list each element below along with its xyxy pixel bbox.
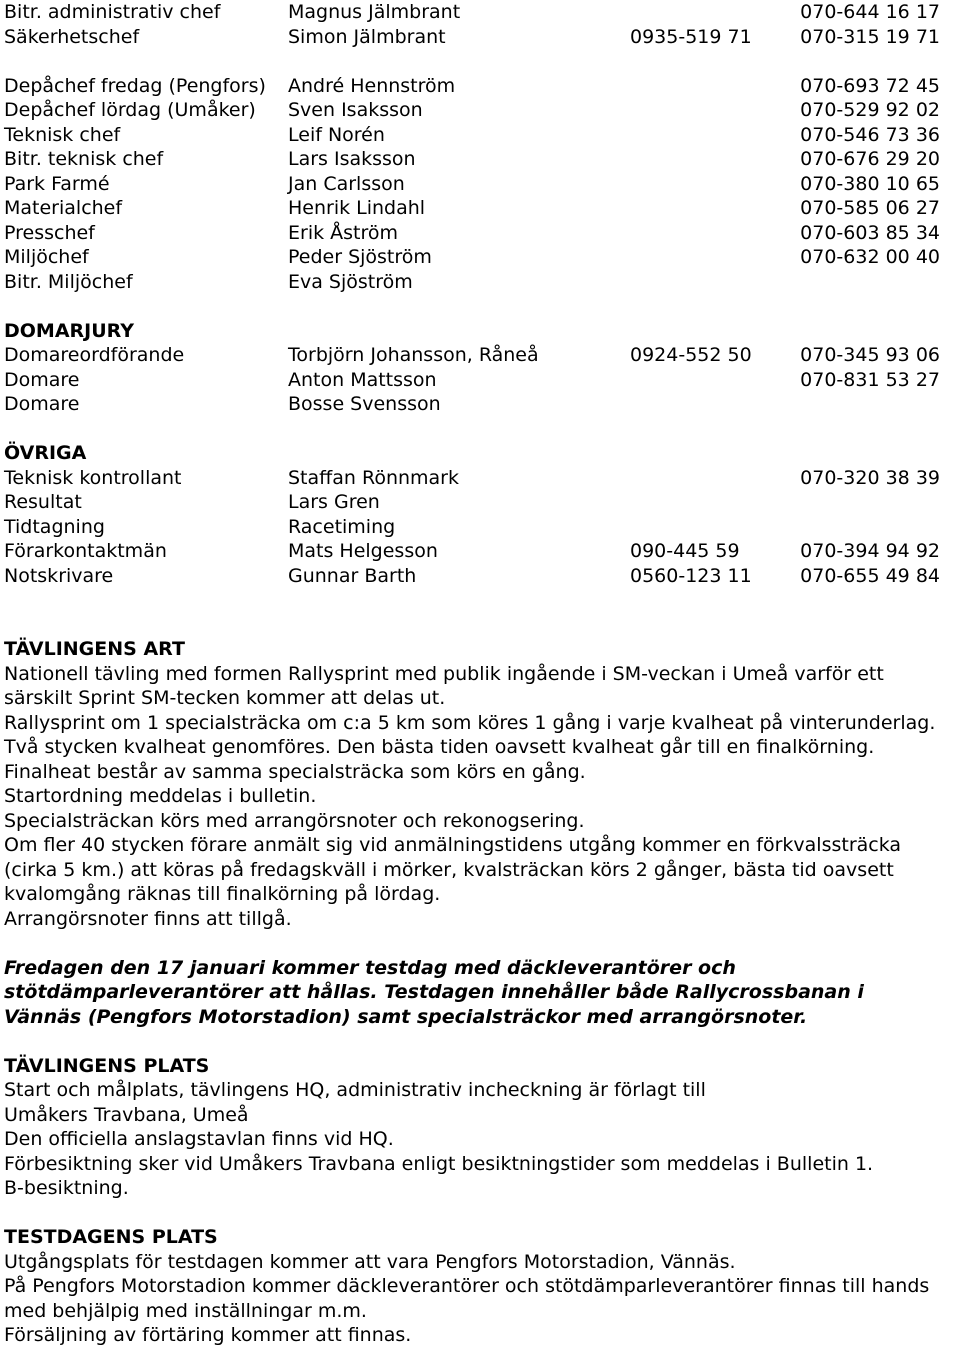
mobile-cell: 070-394 94 92 xyxy=(800,540,940,562)
name-cell: Magnus Jälmbrant xyxy=(288,1,461,23)
paragraph: Finalheat består av samma specialsträcka som körs en gång. xyxy=(4,760,586,783)
phone-cell: 0560-123 11 xyxy=(630,564,752,587)
ovriga-list xyxy=(4,466,960,589)
contact-row xyxy=(4,25,960,50)
contact-row xyxy=(4,147,960,172)
paragraph: Försäljning av förtäring kommer att finnas. xyxy=(4,1324,412,1346)
paragraph: Startordning meddelas i bulletin. xyxy=(4,785,317,807)
paragraph: Arrangörsnoter finns att tillgå. xyxy=(4,907,292,930)
name-cell: Torbjörn Johansson, Råneå xyxy=(288,344,539,366)
mobile-cell: 070-320 38 39 xyxy=(800,466,940,489)
testdagens-plats-text xyxy=(4,1250,960,1348)
contact-row xyxy=(4,539,960,564)
mobile-cell: 070-693 72 45 xyxy=(800,74,940,97)
mobile-cell: 070-603 85 34 xyxy=(800,221,940,244)
contact-row xyxy=(4,98,960,123)
phone-cell: 0924-552 50 xyxy=(630,344,752,366)
role-cell: Park Farmé xyxy=(4,172,110,195)
paragraph: Nationell tävling med formen Rallysprint med publik ingående i SM-veckan i Umeå varför ett särskilt Sprint SM-tecken kommer att delas ut. xyxy=(4,662,884,709)
mobile-cell: 070-546 73 36 xyxy=(800,123,940,146)
staff-mid-list xyxy=(4,74,960,295)
role-cell: Förarkontaktmän xyxy=(4,540,167,562)
role-cell: Depåchef fredag (Pengfors) xyxy=(4,74,266,97)
paragraph: Specialsträckan körs med arrangörsnoter och rekonogsering. xyxy=(4,809,585,832)
name-cell: Erik Åström xyxy=(288,221,399,244)
role-cell: Materialchef xyxy=(4,197,123,219)
role-cell: Teknisk chef xyxy=(4,123,121,146)
role-cell: Domare xyxy=(4,368,80,391)
role-cell: Miljöchef xyxy=(4,246,89,268)
role-cell: Domareordförande xyxy=(4,344,185,366)
name-cell: Sven Isaksson xyxy=(288,99,423,121)
paragraph: Två stycken kvalheat genomföres. Den bästa tiden oavsett kvalheat går till en finalkörning. xyxy=(4,736,875,758)
contact-row xyxy=(4,392,960,417)
testdag-notice: Fredagen den 17 januari kommer testdag med däckleverantörer och stötdämparleverantörer att hållas. Testdagen innehåller både Rallycrossbanan i Vännäs (Pengfors Motorstadion) samt specialsträckor med arrangörsnoter. xyxy=(4,956,864,1028)
mobile-cell: 070-831 53 27 xyxy=(800,368,940,391)
contact-row xyxy=(4,123,960,148)
contact-row xyxy=(4,564,960,589)
name-cell: Simon Jälmbrant xyxy=(288,25,446,48)
contact-row xyxy=(4,466,960,491)
role-cell: Resultat xyxy=(4,491,82,513)
mobile-cell: 070-585 06 27 xyxy=(800,197,940,219)
name-cell: Mats Helgesson xyxy=(288,540,438,562)
staff-top-list xyxy=(4,0,960,49)
paragraph: Den officiella anslagstavlan finns vid HQ. xyxy=(4,1128,394,1150)
paragraph: B-besiktning. xyxy=(4,1177,129,1199)
paragraph: Förbesiktning sker vid Umåkers Travbana enligt besiktningstider som meddelas i Bulletin 1. xyxy=(4,1152,874,1175)
name-cell: André Hennström xyxy=(288,74,456,97)
role-cell: Bitr. teknisk chef xyxy=(4,148,164,170)
name-cell: Racetiming xyxy=(288,515,396,538)
name-cell: Lars Gren xyxy=(288,491,380,513)
mobile-cell: 070-676 29 20 xyxy=(800,148,940,170)
role-cell: Depåchef lördag (Umåker) xyxy=(4,99,256,121)
tavlingens-art-heading: TÄVLINGENS ART xyxy=(4,638,185,660)
name-cell: Anton Mattsson xyxy=(288,368,437,391)
role-cell: Notskrivare xyxy=(4,564,114,587)
paragraph: Om fler 40 stycken förare anmält sig vid anmälningstidens utgång kommer en förkvalssträcka (cirka 5 km.) att köras på fredagskväll i mörker, kvalsträckan körs 2 gånger, bästa tid oavsett kvalomgång räknas till finalkörning på lördag. xyxy=(4,834,902,905)
contact-row xyxy=(4,343,960,368)
contact-row xyxy=(4,368,960,393)
paragraph: Utgångsplats för testdagen kommer att vara Pengfors Motorstadion, Vännäs. xyxy=(4,1250,736,1273)
role-cell: Domare xyxy=(4,393,80,415)
name-cell: Staffan Rönnmark xyxy=(288,466,459,489)
phone-cell: 090-445 59 xyxy=(630,540,740,562)
domarjury-heading: DOMARJURY xyxy=(4,319,135,342)
tavlingens-plats-text xyxy=(4,1078,960,1201)
tavlingens-art-text xyxy=(4,662,960,932)
name-cell: Gunnar Barth xyxy=(288,564,417,587)
phone-cell: 0935-519 71 xyxy=(630,25,752,48)
role-cell: Teknisk kontrollant xyxy=(4,466,182,489)
mobile-cell: 070-380 10 65 xyxy=(800,172,940,195)
name-cell: Bosse Svensson xyxy=(288,393,441,415)
name-cell: Henrik Lindahl xyxy=(288,197,426,219)
contact-row xyxy=(4,221,960,246)
role-cell: Tidtagning xyxy=(4,515,105,538)
paragraph: På Pengfors Motorstadion kommer däckleverantörer och stötdämparleverantörer finnas till hands med behjälpig med inställningar m.m. xyxy=(4,1275,930,1322)
contact-row xyxy=(4,74,960,99)
contact-row xyxy=(4,0,960,25)
domarjury-list xyxy=(4,343,960,417)
role-cell: Presschef xyxy=(4,221,95,244)
contact-row xyxy=(4,515,960,540)
paragraph: Start och målplats, tävlingens HQ, administrativ incheckning är förlagt till xyxy=(4,1079,706,1101)
name-cell: Peder Sjöström xyxy=(288,246,432,268)
mobile-cell: 070-644 16 17 xyxy=(800,1,940,23)
contact-row xyxy=(4,172,960,197)
paragraph: Umåkers Travbana, Umeå xyxy=(4,1103,249,1126)
tavlingens-plats-heading: TÄVLINGENS PLATS xyxy=(4,1054,210,1077)
name-cell: Leif Norén xyxy=(288,123,385,146)
mobile-cell: 070-315 19 71 xyxy=(800,25,940,48)
contact-row xyxy=(4,270,960,295)
paragraph: Rallysprint om 1 specialsträcka om c:a 5 km som köres 1 gång i varje kvalheat på vinterunderlag. xyxy=(4,711,936,734)
ovriga-heading: ÖVRIGA xyxy=(4,442,87,464)
role-cell: Säkerhetschef xyxy=(4,25,140,48)
contact-row xyxy=(4,245,960,270)
name-cell: Jan Carlsson xyxy=(288,172,405,195)
role-cell: Bitr. Miljöchef xyxy=(4,270,133,293)
mobile-cell: 070-345 93 06 xyxy=(800,344,940,366)
role-cell: Bitr. administrativ chef xyxy=(4,1,221,23)
mobile-cell: 070-529 92 02 xyxy=(800,99,940,121)
contact-row xyxy=(4,196,960,221)
mobile-cell: 070-655 49 84 xyxy=(800,564,940,587)
testdagens-plats-heading: TESTDAGENS PLATS xyxy=(4,1226,218,1248)
name-cell: Eva Sjöström xyxy=(288,270,413,293)
contact-row xyxy=(4,490,960,515)
name-cell: Lars Isaksson xyxy=(288,148,416,170)
mobile-cell: 070-632 00 40 xyxy=(800,246,940,268)
